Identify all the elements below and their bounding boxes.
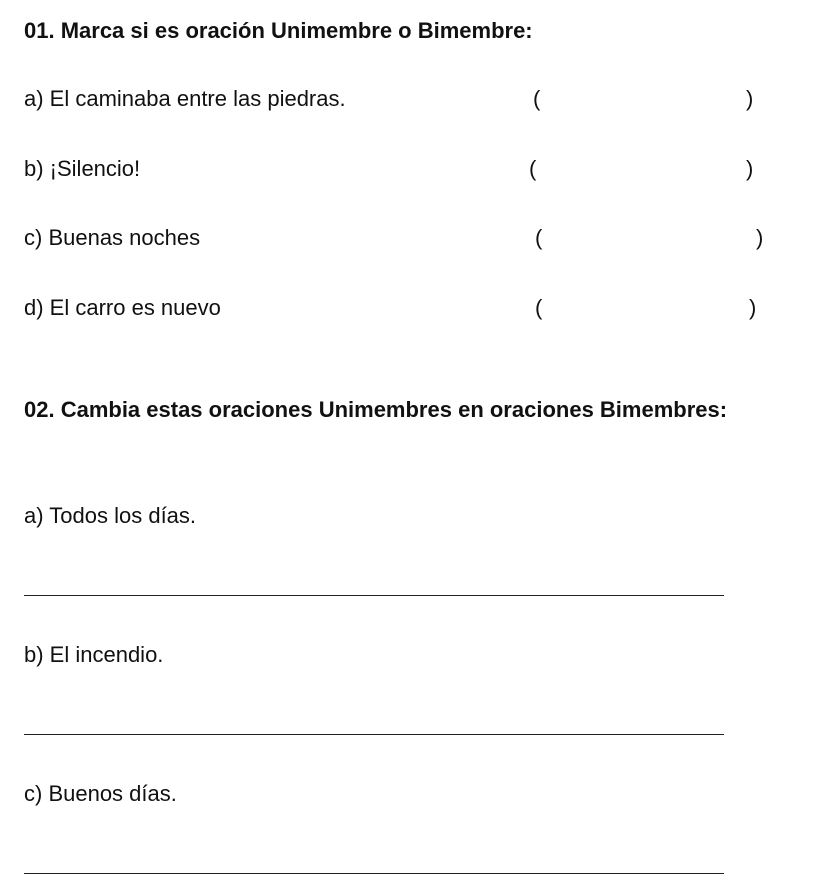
- answer-open-paren: (: [535, 295, 543, 320]
- answer-open-paren: (: [529, 156, 537, 181]
- section-1-title: 01. Marca si es oración Unimembre o Bimembre:: [24, 18, 533, 43]
- section-2-title: 02. Cambia estas oraciones Unimembres en oraciones Bimembres:: [24, 397, 728, 422]
- answer-line-b[interactable]: [24, 734, 724, 735]
- mark-item-label: d) El carro es nuevo: [24, 295, 221, 320]
- answer-line-a[interactable]: [24, 595, 724, 596]
- answer-close-paren: ): [746, 86, 754, 111]
- rewrite-item-b: b) El incendio.: [24, 642, 164, 667]
- mark-item-label: b) ¡Silencio!: [24, 156, 141, 181]
- rewrite-item-c: c) Buenos días.: [24, 781, 177, 806]
- answer-close-paren: ): [756, 225, 764, 250]
- answer-line-c[interactable]: [24, 873, 724, 874]
- answer-close-paren: ): [746, 156, 754, 181]
- mark-item-a: [24, 84, 784, 114]
- answer-open-paren: (: [533, 86, 541, 111]
- mark-item-label: c) Buenas noches: [24, 225, 201, 250]
- answer-open-paren: (: [535, 225, 543, 250]
- mark-item-d: [24, 293, 784, 323]
- mark-item-label: a) El caminaba entre las piedras.: [24, 86, 346, 111]
- mark-item-c: [24, 223, 784, 253]
- rewrite-item-a: a) Todos los días.: [24, 503, 197, 528]
- mark-item-b: [24, 154, 784, 184]
- answer-close-paren: ): [749, 295, 757, 320]
